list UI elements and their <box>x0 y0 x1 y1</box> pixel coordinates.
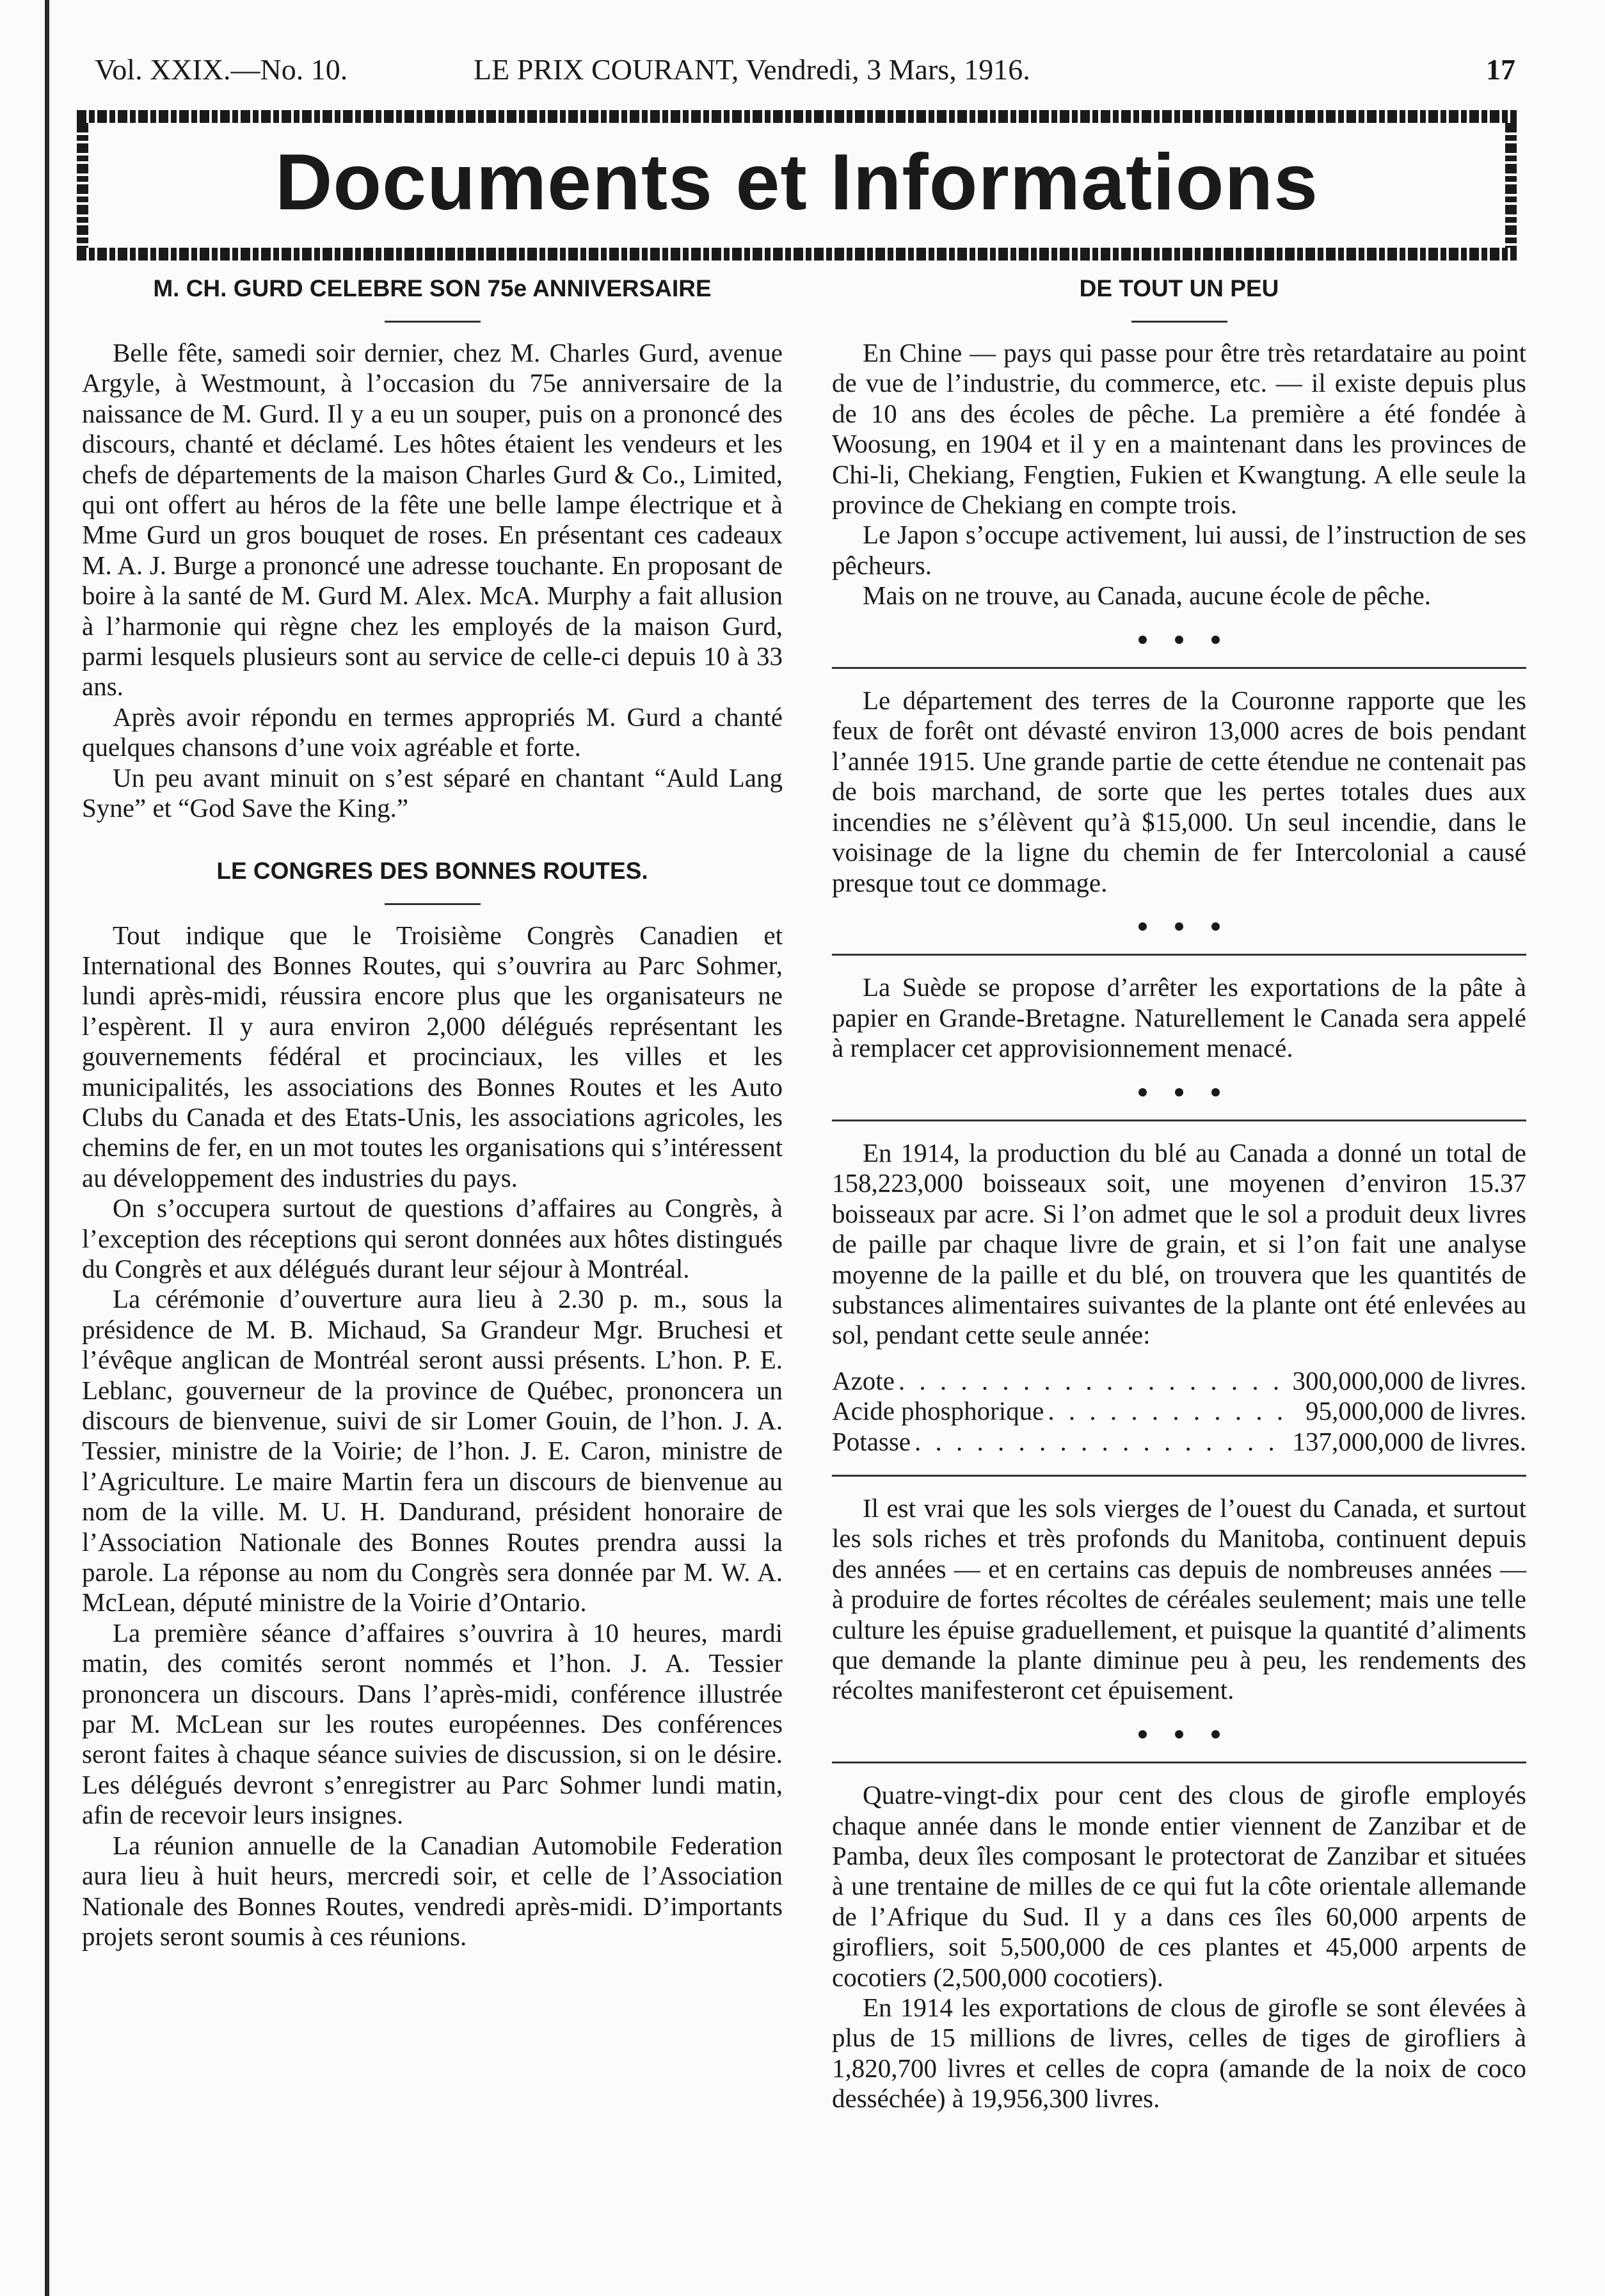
article-heading-de-tout-un-peu: DE TOUT UN PEU <box>1079 275 1279 301</box>
nutrient-value: 95,000,000 de livres. <box>1305 1396 1526 1426</box>
heading-rule <box>385 321 481 323</box>
heading-rule <box>1131 321 1227 323</box>
publication-title-date: LE PRIX COURANT, Vendredi, 3 Mars, 1916. <box>474 53 1030 86</box>
article-paragraph: Après avoir répondu en termes appropriés M. Gurd a chanté quelques chansons d’une voix agréable et forte. <box>82 702 783 762</box>
nutrient-value: 300,000,000 de livres. <box>1292 1365 1526 1395</box>
section-rule <box>832 954 1526 956</box>
left-column <box>82 272 783 1952</box>
article-paragraph: La réunion annuelle de la Canadian Automobile Federation aura lieu à huit heurs, mercredi soir, et celle de l’Association Nationale des Bonnes Routes, vendredi après-midi. D’importants projets seront soumis à ces réunions. <box>82 1830 783 1951</box>
nutrient-label: Azote <box>832 1365 895 1395</box>
article-paragraph: Tout indique que le Troisième Congrès Canadien et International des Bonnes Routes, qui s’ouvrira au Parc Sohmer, lundi après-midi, réussira encore plus que les organisateurs ne l’espèrent. Il y aura environ 2,000 délégués représentant les gouvernements fédéral et procinciaux, les villes et les municipalités, les associations des Bonnes Routes et les Auto Clubs du Canada et des Etats-Unis, les associations agricoles, les chemins de fer, en un mot toutes les organisations qui s’intéressent au développement des industries du pays. <box>82 920 783 1192</box>
page-header <box>90 52 1515 91</box>
section-separator-dots <box>832 907 1526 937</box>
banner-border-top <box>77 110 1517 123</box>
article-paragraph: En Chine — pays qui passe pour être très retardataire au point de vue de l’industrie, du commerce, etc. — il existe depuis plus de 10 ans des écoles de pêche. La première a été fondée à Woosung, en 1904 et il y en a maintenant dans les provinces de Chi-li, Chekiang, Fengtien, Fukien et Kwangtung. A elle seule la province de Chekiang en compte trois. <box>832 338 1526 520</box>
article-paragraph: On s’occupera surtout de questions d’affaires au Congrès, à l’exception des réceptions qui seront données aux hôtes distingués du Congrès et aux délégués durant leur séjour à Montréal. <box>82 1193 783 1283</box>
section-rule <box>832 667 1526 669</box>
article-paragraph: Quatre-vingt-dix pour cent des clous de girofle employés chaque année dans le monde entier viennent de Zanzibar et de Pamba, deux îles composant le protectorat de Zanzibar et situées à une trentaine de milles de ce qui fut la côte orientale allemande de l’Afrique du Sud. Il y a dans ces îles 60,000 arpents de girofliers, soit 5,500,000 de ces plantes et 45,000 arpents de cocotiers (2,500,000 cocotiers). <box>832 1780 1526 1992</box>
heading-rule <box>385 903 481 905</box>
dot-leader <box>914 1427 1286 1457</box>
article-paragraph: Mais on ne trouve, au Canada, aucune école de pêche. <box>863 581 1431 611</box>
right-column <box>832 272 1526 2114</box>
soil-nutrient-table <box>832 1366 1526 1457</box>
volume-number: Vol. XXIX.—No. 10. <box>95 53 348 86</box>
section-rule <box>832 1762 1526 1763</box>
section-rule <box>832 1475 1526 1477</box>
nutrient-label: Potasse <box>832 1426 911 1456</box>
nutrient-value: 137,000,000 de livres. <box>1292 1426 1526 1456</box>
nutrient-row <box>832 1366 1526 1396</box>
nutrient-row <box>832 1427 1526 1457</box>
page-number: 17 <box>1486 53 1515 86</box>
article-paragraph: La cérémonie d’ouverture aura lieu à 2.30 p. m., sous la présidence de M. B. Michaud, Sa Grandeur Mgr. Bruchesi et l’évêque anglican de Montréal seront aussi présents. L’hon. P. E. Leblanc, gouverneur de la province de Québec, prononcera un discours de bienvenue, suivi de sir Lomer Gouin, de l’hon. J. A. Tessier, ministre de la Voirie; de l’hon. J. E. Caron, ministre de l’Agriculture. Le maire Martin fera un discours de bienvenue au nom de la ville. M. U. H. Dandurand, président honoraire de l’Association Nationale des Bonnes Routes prendra aussi la parole. La réponse au nom du Congrès sera donnée par M. W. A. McLean, député ministre de la Voirie d’Ontario. <box>82 1284 783 1618</box>
section-title: Documents et Informations <box>275 138 1319 227</box>
section-separator-dots <box>832 1073 1526 1103</box>
article-paragraph: Le département des terres de la Couronne rapporte que les feux de forêt ont dévasté environ 13,000 acres de bois pendant l’année 1915. Une grande partie de cette étendue ne contenait pas de bois marchand, de sorte que les pertes totales dues aux incendies ne s’élèvent qu’à $15,000. Un seul incendie, dans le voisinage de la ligne du chemin de fer Intercolonial a causé presque tout ce dommage. <box>832 686 1526 897</box>
left-margin-rule <box>45 0 49 2296</box>
nutrient-label: Acide phosphorique <box>832 1396 1044 1426</box>
section-separator-dots <box>832 620 1526 650</box>
section-separator-dots <box>832 1715 1526 1745</box>
section-rule <box>832 1120 1526 1121</box>
section-banner <box>77 110 1517 261</box>
spacer <box>82 824 783 855</box>
article-paragraph: En 1914, la production du blé au Canada a donné un total de 158,223,000 boisseaux soit, une moyenen d’environ 15.37 boisseaux par acre. Si l’on admet que le sol a produit deux livres de paille par chaque livre de grain, et si l’on fait une analyse moyenne de la paille et du blé, on trouvera que les quantités de substances alimentaires suivantes de la plante ont été enlevées au sol, pendant cette seule année: <box>832 1137 1526 1350</box>
nutrient-row <box>832 1396 1526 1426</box>
dot-leader <box>1048 1396 1299 1426</box>
banner-border-bottom <box>77 248 1517 261</box>
article-paragraph: La première séance d’affaires s’ouvrira à 10 heures, mardi matin, des comités seront nommés et l’hon. J. A. Tessier prononcera un discours. Dans l’après-midi, conférence illustrée par M. McLean sur les routes européennes. Des conférences seront faites à chaque séance suivies de discussion, si on le désire. Les délégués devront s’enregistrer au Parc Sohmer lundi matin, afin de recevoir leurs insignes. <box>82 1618 783 1830</box>
article-paragraph: Belle fête, samedi soir dernier, chez M. Charles Gurd, avenue Argyle, à Westmount, à l’occasion du 75e anniversaire de la naissance de M. Gurd. Il y a eu un souper, puis on a prononcé des discours, chanté et déclamé. Les hôtes étaient les vendeurs et les chefs de départements de la maison Charles Gurd & Co., Limited, qui ont offert au héros de la fête une belle lampe électrique et à Mme Gurd un gros bouquet de roses. En présentant ces cadeaux M. A. J. Burge a prononcé une adresse touchante. En proposant de boire à la santé de M. Gurd M. Alex. McA. Murphy a fait allusion à l’harmonie qui règne chez les employés de la maison Gurd, parmi lesquels plusieurs sont au service de celle-ci depuis 10 à 33 ans. <box>82 338 783 702</box>
dot-leader <box>898 1366 1286 1396</box>
article-paragraph: Il est vrai que les sols vierges de l’ouest du Canada, et surtout les sols riches et très profonds du Manitoba, continuent depuis des années — et en certains cas depuis de nombreuses années — à produire de fortes récoltes de céréales seulement; mais une telle culture les épuise graduellement, et puisque la quantité d’aliments que demande la plante diminue peu à peu, les rendements des récoltes manifesteront cet épuisement. <box>832 1493 1526 1705</box>
article-paragraph: En 1914 les exportations de clous de girofle se sont élevées à plus de 15 millions de livres, celles de tiges de girofliers à 1,820,700 livres et celles de copra (amande de la noix de coco desséchée) à 19,956,300 livres. <box>832 1993 1526 2114</box>
article-heading-gurd: M. CH. GURD CELEBRE SON 75e ANNIVERSAIRE <box>153 275 712 301</box>
article-paragraph: La Suède se propose d’arrêter les exportations de la pâte à papier en Grande-Bretagne. Naturellement le Canada sera appelé à remplacer cet approvisionnement menacé. <box>832 972 1526 1063</box>
article-paragraph: Le Japon s’occupe activement, lui aussi, de l’instruction de ses pêcheurs. <box>832 520 1526 580</box>
article-paragraph: Un peu avant minuit on s’est séparé en chantant “Auld Lang Syne” et “God Save the King.” <box>82 762 783 823</box>
article-heading-congres: LE CONGRES DES BONNES ROUTES. <box>216 857 648 884</box>
